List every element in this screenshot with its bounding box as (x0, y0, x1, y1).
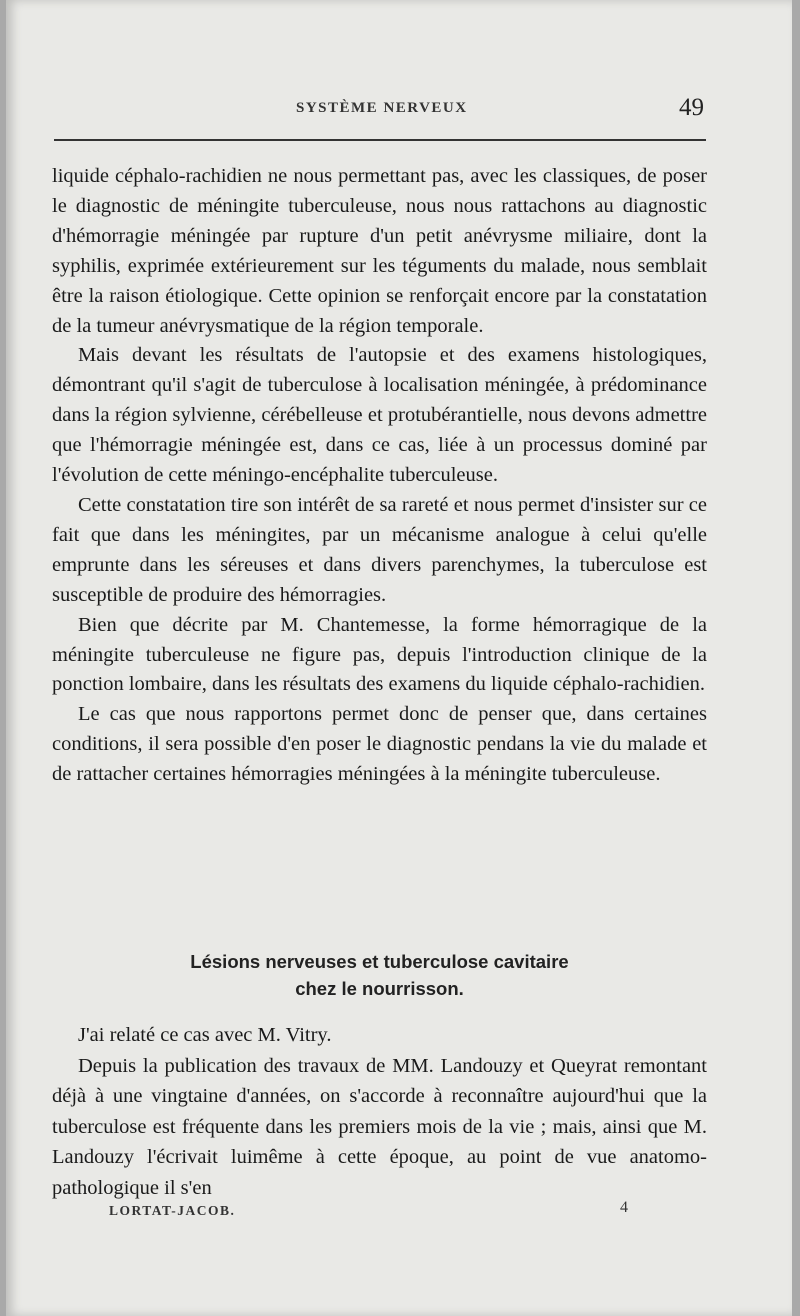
section-heading (52, 948, 707, 1002)
section-heading-line-2: chez le nourrisson. (295, 978, 464, 999)
header-rule (54, 139, 706, 141)
paragraph-5: Le cas que nous rapportons permet donc de penser que, dans certaines conditions, il sera possible d'en poser le diagnostic pendans la vie du malade et de rattacher certaines hémorragies méningées à la méningite tuberculeuse. (52, 703, 707, 786)
paragraph-2: Mais devant les résultats de l'autopsie et des examens histologiques, démontrant qu'il s'agit de tuberculose à localisation méningée, à prédominance dans la région sylvienne, cérébelleuse et protubérantielle, nous devons admettre que l'hémorragie méningée est, dans ce cas, liée à un processus dominé par l'évolution de cette méningo-encéphalite tuberculeuse. (52, 344, 707, 487)
book-page (6, 0, 792, 1316)
paragraph-6: J'ai relaté ce cas avec M. Vitry. (78, 1024, 332, 1046)
signature-number: 4 (620, 1199, 628, 1216)
running-title: SYSTÈME NERVEUX (296, 100, 468, 116)
section-1-body (52, 162, 707, 790)
section-heading-line-1: Lésions nerveuses et tuberculose cavitaire (190, 951, 569, 972)
section-2-body (52, 1020, 707, 1203)
paragraph-7: Depuis la publication des travaux de MM. Landouzy et Queyrat remontant déjà à une vingtaine d'années, on s'accorde à reconnaître aujourd'hui que la tuberculose est fréquente dans les premiers mois de la vie ; mais, ainsi que M. Landouzy l'écrivait luimême à cette époque, au point de vue anatomo-pathologique il s'en (52, 1054, 707, 1199)
paragraph-4: Bien que décrite par M. Chantemesse, la forme hémorragique de la méningite tuberculeuse ne figure pas, depuis l'introduction clinique de la ponction lombaire, dans les résultats des examens du liquide céphalo-rachidien. (52, 613, 707, 696)
page-number: 49 (679, 94, 704, 121)
signature-mark: LORTAT-JACOB. (109, 1203, 236, 1218)
paragraph-1: liquide céphalo-rachidien ne nous permettant pas, avec les classiques, de poser le diagnostic de méningite tuberculeuse, nous nous rattachons au diagnostic d'hémorragie méningée par rupture d'un petit anévrysme miliaire, dont la syphilis, exprimée extérieurement sur les téguments du malade, nous semblait être la raison étiologique. Cette opinion se renforçait encore par la constatation de la tumeur anévrysmatique de la région temporale. (52, 165, 707, 337)
paragraph-3: Cette constatation tire son intérêt de sa rareté et nous permet d'insister sur ce fait que dans les méningites, par un mécanisme analogue à celui qu'elle emprunte dans les séreuses et dans divers parenchymes, la tuberculose est susceptible de produire des hémorragies. (52, 493, 707, 606)
